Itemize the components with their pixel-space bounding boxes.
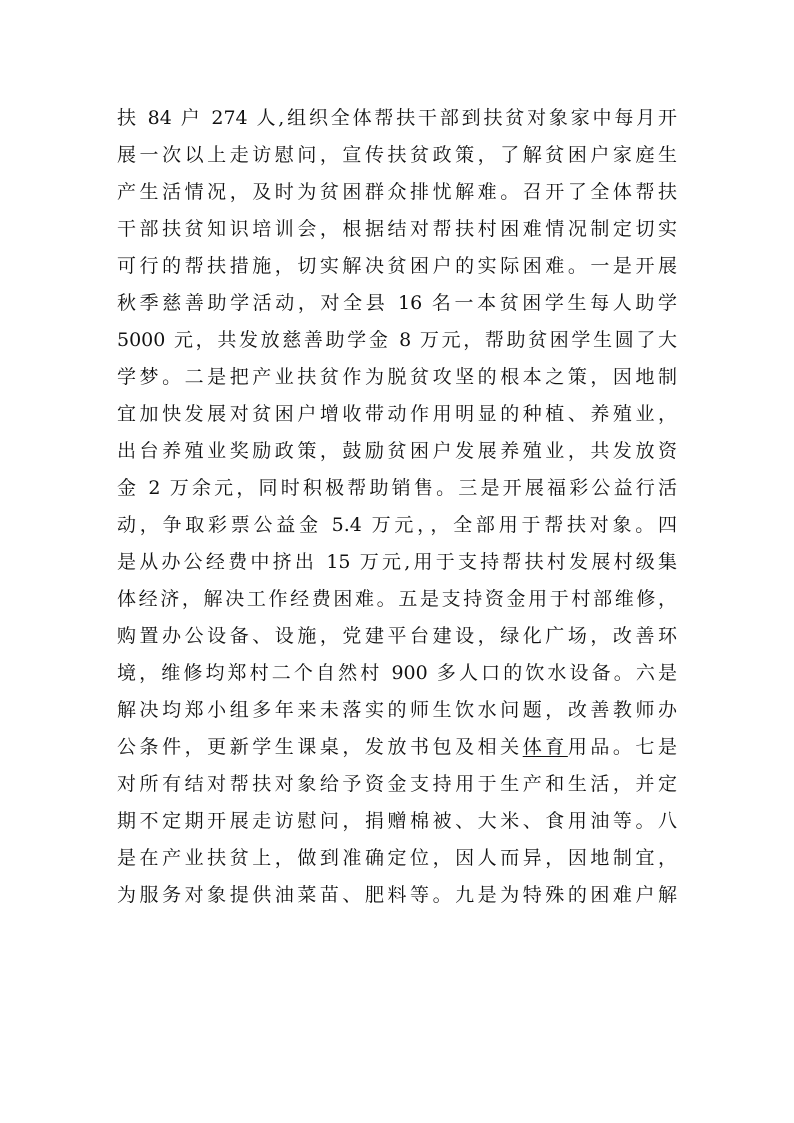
text-line-3: 产生活情况，及时为贫困群众排忧解难。召开了全体帮扶 xyxy=(117,181,677,203)
text-line-12: 动，争取彩票公益金 5.4 万元，，全部用于帮扶对象。四 xyxy=(117,514,677,536)
text-line-17: 解决均郑小组多年来未落实的师生饮水问题，改善教师办 xyxy=(117,699,677,721)
text-line-6: 秋季慈善助学活动，对全县 16 名一本贫困学生每人助学 xyxy=(117,292,677,314)
text-line-8: 学梦。二是把产业扶贫作为脱贫攻坚的根本之策，因地制 xyxy=(117,366,677,388)
text-line-1: 扶 84 户 274 人,组织全体帮扶干部到扶贫对象家中每月开 xyxy=(117,107,677,129)
text-line-22: 为服务对象提供油菜苗、肥料等。九是为特殊的困难户解 xyxy=(117,884,677,906)
body-paragraph xyxy=(117,100,677,914)
text-line-20: 期不定期开展走访慰问，捐赠棉被、大米、食用油等。八 xyxy=(117,810,677,832)
text-line-16: 境，维修均郑村二个自然村 900 多人口的饮水设备。六是 xyxy=(117,662,677,684)
text-line-5: 可行的帮扶措施，切实解决贫困户的实际困难。一是开展 xyxy=(117,255,677,277)
text-line-7: 5000 元，共发放慈善助学金 8 万元，帮助贫困学生圆了大 xyxy=(117,329,677,351)
text-line-21: 是在产业扶贫上，做到准确定位，因人而异，因地制宜， xyxy=(117,847,677,869)
text-line-2: 展一次以上走访慰问，宣传扶贫政策，了解贫困户家庭生 xyxy=(117,144,677,166)
text-line-15: 购置办公设备、设施，党建平台建设，绿化广场，改善环 xyxy=(117,625,677,647)
text-line-10: 出台养殖业奖励政策，鼓励贫困户发展养殖业，共发放资 xyxy=(117,440,677,462)
text-line-18 xyxy=(117,729,677,766)
text-line-4: 干部扶贫知识培训会，根据结对帮扶村困难情况制定切实 xyxy=(117,218,677,240)
text-line-13: 是从办公经费中挤出 15 万元,用于支持帮扶村发展村级集 xyxy=(117,551,677,573)
underlined-text: 体育 xyxy=(522,736,568,758)
text-line-18-before: 公条件，更新学生课桌，发放书包及相关 xyxy=(117,736,523,758)
text-line-9: 宜加快发展对贫困户增收带动作用明显的种植、养殖业， xyxy=(117,403,677,425)
text-line-14: 体经济，解决工作经费困难。五是支持资金用于村部维修， xyxy=(117,588,677,610)
text-line-11: 金 2 万余元，同时积极帮助销售。三是开展福彩公益行活 xyxy=(117,477,677,499)
text-line-18-after: 用品。七是 xyxy=(567,736,677,758)
text-line-19: 对所有结对帮扶对象给予资金支持用于生产和生活，并定 xyxy=(117,773,677,795)
